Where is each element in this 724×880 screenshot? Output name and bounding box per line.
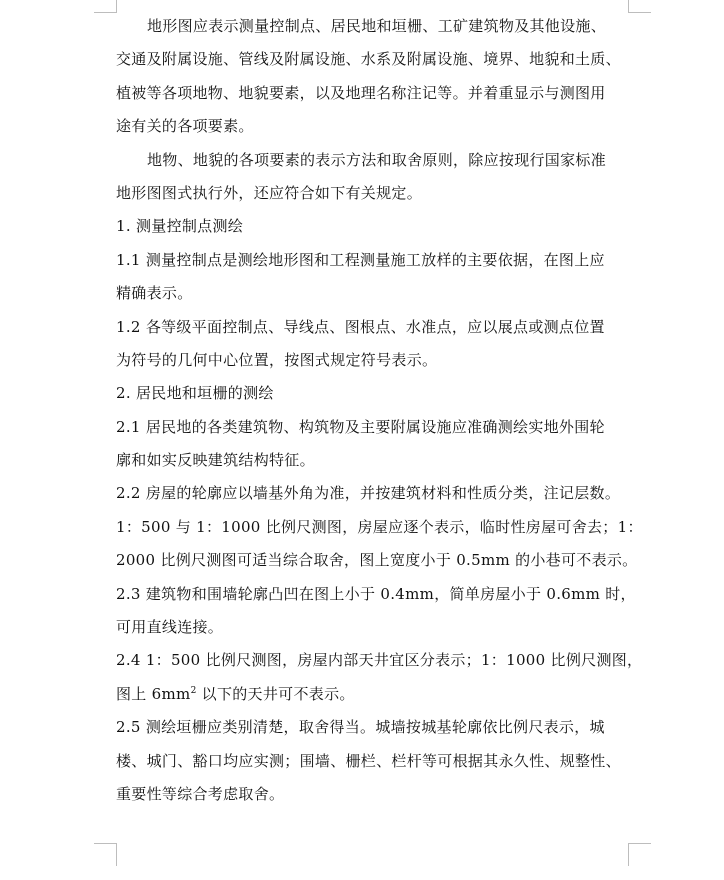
paragraph-line: 2.5 测绘垣栅应类别清楚，取舍得当。城墙按城基轮廓依比例尺表示，城 (116, 718, 605, 737)
paragraph-line: 交通及附属设施、管线及附属设施、水系及附属设施、境界、地貌和土质、 (116, 50, 621, 69)
document-body (116, 15, 643, 816)
paragraph-line: 重要性等综合考虑取舍。 (116, 784, 285, 803)
paragraph-line: 2.1 居民地的各类建筑物、构筑物及主要附属设施应准确测绘实地外围轮 (116, 417, 605, 436)
crop-mark-top-right (628, 0, 651, 13)
paragraph-line: 廓和如实反映建筑结构特征。 (116, 451, 315, 470)
paragraph-line: 2.3 建筑物和围墙轮廓凸凹在图上小于 0.4mm，简单房屋小于 0.6mm 时， (116, 584, 636, 603)
section-heading: 2. 居民地和垣栅的测绘 (116, 384, 274, 403)
text-segment: 以下的天井可不表示。 (196, 684, 355, 703)
superscript: 2 (190, 685, 197, 696)
paragraph-line: 2000 比例尺测图可适当综合取舍，图上宽度小于 0.5mm 的小巷可不表示。 (116, 551, 638, 570)
paragraph-line: 精确表示。 (116, 284, 193, 303)
paragraph-line: 途有关的各项要素。 (116, 117, 254, 136)
paragraph-line: 楼、城门、豁口均应实测；围墙、栅栏、栏杆等可根据其永久性、规整性、 (116, 751, 621, 770)
text-segment: 图上 6mm (116, 684, 191, 703)
paragraph-line: 可用直线连接。 (116, 618, 224, 637)
paragraph-line: 地形图应表示测量控制点、居民地和垣栅、工矿建筑物及其他设施、 (147, 17, 607, 35)
paragraph-line: 2.2 房屋的轮廓应以墙基外角为准，并按建筑材料和性质分类，注记层数。 (116, 484, 621, 503)
paragraph-line: 1：500 与 1：1000 比例尺测图，房屋应逐个表示，临时性房屋可舍去；1： (116, 517, 643, 536)
paragraph-line: 2.4 1：500 比例尺测图，房屋内部天井宜区分表示；1：1000 比例尺测图， (116, 651, 643, 670)
paragraph-line (116, 683, 630, 716)
paragraph-line: 1.1 测量控制点是测绘地形图和工程测量施工放样的主要依据，在图上应 (116, 250, 605, 269)
paragraph-line: 为符号的几何中心位置，按图式规定符号表示。 (116, 350, 438, 369)
section-heading: 1. 测量控制点测绘 (116, 217, 244, 236)
crop-mark-bottom-left (94, 843, 117, 866)
paragraph-line: 植被等各项地物、地貌要素，以及地理名称注记等。并着重显示与测图用 (116, 83, 606, 102)
paragraph-line: 地形图图式执行外，还应符合如下有关规定。 (116, 183, 423, 202)
crop-mark-bottom-right (628, 843, 651, 866)
crop-mark-top-left (94, 0, 117, 13)
paragraph-line: 1.2 各等级平面控制点、导线点、图根点、水准点，应以展点或测点位置 (116, 317, 605, 336)
paragraph-line: 地物、地貌的各项要素的表示方法和取舍原则，除应按现行国家标准 (147, 150, 607, 169)
